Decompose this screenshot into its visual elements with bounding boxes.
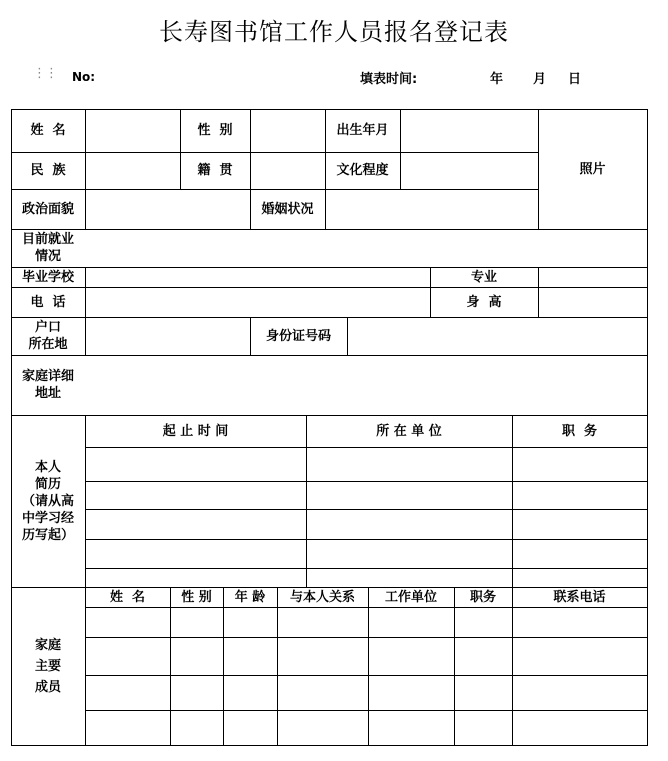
employment-field[interactable] bbox=[85, 229, 647, 267]
major-field[interactable] bbox=[538, 267, 647, 287]
family-col-relation: 与本人关系 bbox=[289, 589, 355, 605]
phone-field[interactable] bbox=[85, 287, 430, 317]
hukou-field[interactable] bbox=[85, 317, 250, 355]
family-row[interactable] bbox=[85, 675, 647, 710]
family-row[interactable] bbox=[85, 637, 647, 675]
employment-label: 目前就业 情况 bbox=[21, 232, 74, 264]
family-col-phone: 联系电话 bbox=[553, 589, 606, 605]
birth-field[interactable] bbox=[400, 109, 538, 152]
native-place-label: 籍 贯 bbox=[197, 163, 233, 178]
ethnicity-label: 民 族 bbox=[30, 163, 66, 178]
family-col-workplace: 工作单位 bbox=[384, 589, 437, 605]
native-place-field[interactable] bbox=[250, 152, 325, 189]
ethnicity-field[interactable] bbox=[85, 152, 180, 189]
family-row[interactable] bbox=[85, 710, 647, 745]
marital-label: 婚姻状况 bbox=[261, 201, 314, 217]
family-row[interactable] bbox=[85, 607, 647, 637]
gender-field[interactable] bbox=[250, 109, 325, 152]
hukou-label: 户口 所在地 bbox=[28, 320, 68, 352]
name-field[interactable] bbox=[85, 109, 180, 152]
year-label: 年 bbox=[490, 72, 504, 87]
education-field[interactable] bbox=[400, 152, 538, 189]
address-label: 家庭详细 地址 bbox=[21, 369, 74, 401]
birth-label: 出生年月 bbox=[336, 123, 389, 138]
resume-col-period: 起 止 时 间 bbox=[162, 423, 229, 439]
resume-row[interactable] bbox=[85, 539, 647, 568]
resume-row[interactable] bbox=[85, 568, 647, 587]
serial-number-label: No: bbox=[72, 70, 96, 84]
school-label: 毕业学校 bbox=[21, 269, 74, 285]
name-label: 姓 名 bbox=[30, 123, 66, 138]
resume-row[interactable] bbox=[85, 447, 647, 481]
family-col-name: 姓 名 bbox=[109, 589, 146, 605]
resume-label: 本人 简历 （请从高 中学习经 历写起） bbox=[21, 459, 74, 543]
political-label: 政治面貌 bbox=[21, 201, 74, 217]
major-label: 专业 bbox=[470, 269, 497, 285]
school-field[interactable] bbox=[85, 267, 430, 287]
height-field[interactable] bbox=[538, 287, 647, 317]
resume-col-position: 职 务 bbox=[561, 423, 598, 439]
family-label: 家庭 主要 成员 bbox=[34, 637, 61, 695]
photo-box[interactable]: 照片 bbox=[579, 161, 606, 177]
political-field[interactable] bbox=[85, 189, 250, 229]
resume-row[interactable] bbox=[85, 481, 647, 509]
marital-field[interactable] bbox=[325, 189, 538, 229]
gender-label: 性 别 bbox=[197, 123, 233, 138]
family-col-position: 职务 bbox=[469, 589, 496, 605]
education-label: 文化程度 bbox=[336, 163, 389, 178]
id-number-field[interactable] bbox=[347, 317, 647, 355]
resume-row[interactable] bbox=[85, 509, 647, 539]
drag-handle-icon[interactable]: ⋮⋮ bbox=[33, 66, 57, 81]
day-label: 日 bbox=[568, 72, 582, 87]
phone-label: 电 话 bbox=[30, 294, 66, 310]
id-number-label: 身份证号码 bbox=[265, 328, 331, 344]
family-col-age: 年 龄 bbox=[234, 589, 266, 605]
month-label: 月 bbox=[533, 72, 547, 87]
form-title: 长寿图书馆工作人员报名登记表 bbox=[159, 18, 509, 46]
height-label: 身 高 bbox=[466, 294, 502, 310]
fill-time-label: 填表时间: bbox=[360, 72, 418, 87]
address-field[interactable] bbox=[85, 355, 647, 415]
family-col-gender: 性 别 bbox=[181, 589, 212, 605]
resume-col-unit: 所 在 单 位 bbox=[376, 423, 442, 439]
